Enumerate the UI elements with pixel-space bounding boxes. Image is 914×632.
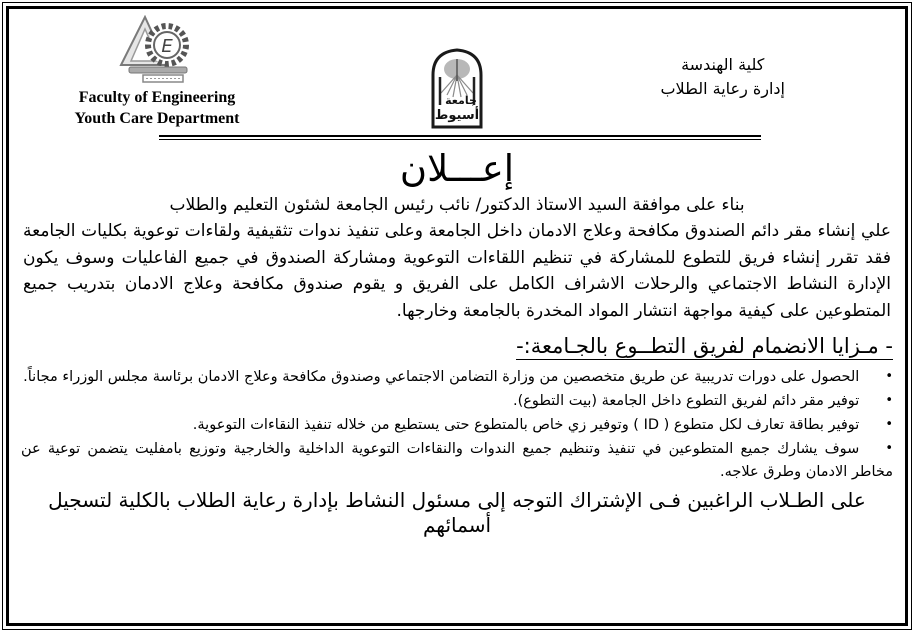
benefits-heading-text: - مـزايا الانضمام لفريق التطــوع بالجـامعة:- — [516, 334, 893, 358]
bullet-icon: • — [885, 441, 893, 456]
page-inner-frame — [6, 6, 908, 626]
registration-instruction: على الطـلاب الراغبين فـى الإشتراك التوجه إلى مسئول النشاط بإدارة رعاية الطلاب بالكلية لتسجيل أسمائهم — [48, 488, 866, 537]
bullet-icon: • — [885, 369, 893, 384]
intro-paragraph: علي إنشاء مقر دائم الصندوق مكافحة وعلاج الادمان داخل الجامعة وعلى تنفيذ ندوات تثقيفية ولقاءات توعوية بكليات الجامعة فقد تقرر إنشاء فريق للتطوع للمشاركة في تنظيم اللقاءات التوعوية ومشاركة الصندوق في جميع الفاعليات وسوف يكون الإدارة النشاط الاجتماعي والرحلات الاشراف الكامل على الفريق و يقوم صندوق مكافحة وعلاج الادمان بتدريب جميع المتطوعين على كيفية مواجهة انتشار المواد المخدرة بالجامعة وخارجها. — [23, 221, 891, 321]
benefits-heading — [21, 331, 893, 361]
page-title: إعـــلان — [399, 147, 515, 190]
svg-text:E: E — [161, 36, 173, 57]
bullet-icon: • — [885, 417, 893, 432]
list-item — [21, 413, 893, 437]
list-item — [21, 389, 893, 413]
benefit-text: الحصول على دورات تدريبية عن طريق متخصصين من وزارة التضامن الاجتماعي وصندوق مكافحة وعلاج الادمان برئاسة مجلس الوزراء مجاناً. — [23, 369, 860, 385]
document-header — [21, 13, 893, 129]
svg-text:أسيوط: أسيوط — [434, 108, 480, 123]
department-name-en: Youth Care Department — [74, 110, 240, 127]
header-right-block — [660, 53, 785, 101]
benefits-list — [21, 365, 893, 484]
bullet-icon: • — [885, 393, 893, 408]
benefit-text: توفير بطاقة تعارف لكل متطوع ( ID ) وتوفير زي خاص بالمتطوع حتى يستطيع من خلاله تنفيذ النقاءات التوعوية. — [192, 417, 860, 433]
faculty-name-en: Faculty of Engineering — [78, 89, 236, 106]
list-item — [21, 437, 893, 484]
svg-text:جامعة: جامعة — [445, 94, 477, 107]
benefit-text: سوف يشارك جميع المتطوعين في تنفيذ وتنظيم جميع الندوات والنقاءات التوعوية الداخلية والخارجية وتوزيع بامفليت يتضمن توعية عن مخاطر الادمان وطرق علاجه. — [21, 441, 893, 480]
approval-line: بناء على موافقة السيد الاستاذ الدكتور/ نائب رئيس الجامعة لشئون التعليم والطلاب — [169, 195, 745, 215]
header-divider — [159, 135, 761, 140]
assiut-university-logo-icon — [428, 47, 486, 129]
benefit-text: توفير مقر دائم لفريق التطوع داخل الجامعة (بيت التطوع). — [512, 393, 860, 409]
college-name-ar: كلية الهندسة — [681, 55, 765, 74]
list-item — [21, 365, 893, 389]
department-name-ar: إدارة رعاية الطلاب — [660, 79, 785, 98]
page-frame — [2, 2, 912, 630]
